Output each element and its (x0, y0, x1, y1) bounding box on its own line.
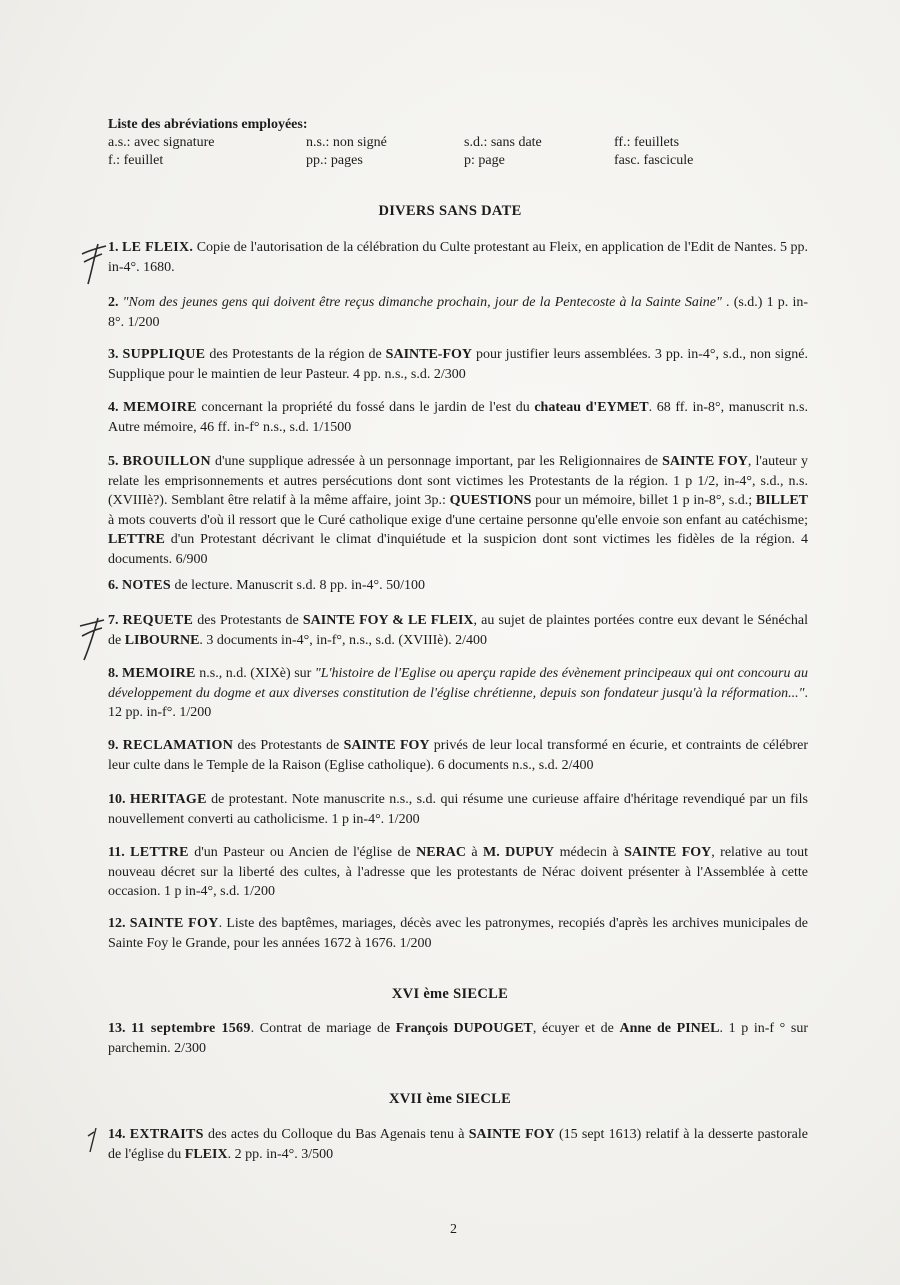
entry-text: , relative au tout nouveau décret sur la liberté des cultes, à l'adresse que les protestants de Nérac doivent présenter à l'Assemblée à cette occasion. 1 p in-4°, s.d. 1/200 (108, 845, 809, 899)
entry-heading: RECLAMATION (122, 738, 234, 753)
entry-quote: "L'histoire de l'Eglise ou aperçu rapide des évènement principeaux qui ont concouru au développement du dogme et aux diverses constitution de l'église chrétienne, depuis son fondateur jusqu'à la réformation..." (108, 666, 809, 701)
entry-person: M. DUPUY (483, 845, 555, 860)
entry-place: FLEIX (184, 1146, 228, 1162)
abbreviation-key: a.s.: (108, 135, 131, 150)
entry-heading: EXTRAITS (129, 1127, 204, 1142)
entry-text: . Liste des baptêmes, mariages, décès avec les patronymes, recopiés d'après les archives municipales de Sainte Foy le Grande, pour les années 1672 à 1676. 1/200 (108, 916, 809, 951)
entry-text: (15 sept 1613) relatif à la desserte pastorale de l'église du (108, 1127, 808, 1162)
list-item (108, 1019, 808, 1058)
entry-text: à (465, 845, 484, 860)
entry-heading: NOTES (122, 578, 171, 593)
entry-number: 11. (108, 845, 125, 860)
abbreviations-grid (108, 134, 808, 170)
entry-heading: HERITAGE (129, 792, 207, 807)
list-item (108, 664, 808, 723)
entry-number: 14. (108, 1127, 126, 1142)
list-item (108, 611, 808, 650)
abbreviation-key: n.s.: (306, 135, 330, 150)
entry-number: 13. (108, 1021, 126, 1036)
entry-text: des Protestants de la région de (205, 347, 386, 362)
abbreviation-item (464, 152, 614, 170)
abbreviation-key: ff.: (614, 135, 631, 150)
entry-text: pour justifier leurs assemblées. 3 pp. in-4°, s.d., non signé. Supplique pour le maintien de leur Pasteur. 4 pp. n.s., s.d. 2/300 (108, 347, 808, 382)
entry-text: concernant la propriété du fossé dans le jardin de l'est du (196, 400, 535, 415)
entry-text: , écuyer et de (532, 1021, 620, 1036)
entry-heading: MEMOIRE (122, 666, 196, 681)
entry-place: SAINTE FOY & LE FLEIX (302, 613, 474, 628)
entry-place: SAINTE FOY (662, 454, 748, 469)
entry-text: n.s., n.d. (XIXè) sur (195, 666, 315, 681)
abbreviation-item (306, 152, 464, 170)
entry-text: . Contrat de mariage de (250, 1021, 396, 1036)
entry-text: . (s.d.) 1 p. in-8°. 1/200 (108, 295, 809, 330)
entry-text: des Protestants de (193, 613, 303, 628)
entry-heading: MEMOIRE (123, 400, 197, 415)
abbreviation-item (464, 134, 614, 152)
abbreviation-meaning: sans date (487, 135, 542, 150)
entry-number: 12. (108, 916, 126, 931)
entry-heading: REQUETE (122, 613, 194, 628)
handwritten-tick-icon (84, 1126, 108, 1156)
abbreviation-meaning: pages (327, 153, 363, 168)
entry-number: 2. (108, 295, 119, 310)
abbreviation-item (108, 134, 306, 152)
entry-text: , au sujet de plaintes portées contre eux devant le Sénéchal de (108, 613, 808, 648)
entry-text: pour un mémoire, billet 1 p in-8°, s.d.; (531, 493, 756, 508)
abbreviation-key: pp.: (306, 153, 328, 168)
section-title-xvii: XVII ème SIECLE (388, 1091, 512, 1107)
entry-heading: 11 septembre 1569 (131, 1021, 251, 1036)
list-item (108, 914, 808, 953)
abbreviations-title: Liste des abréviations employées: (108, 117, 308, 132)
entry-text: Copie de l'autorisation de la célébration du Culte protestant au Fleix, en application de l'Edit de Nantes. 5 pp. in-4°. 1680. (108, 240, 808, 275)
abbreviation-meaning: avec signature (130, 135, 215, 150)
abbreviation-item (614, 152, 804, 170)
entry-number: 6. (108, 578, 119, 593)
list-item (108, 398, 808, 437)
entry-number: 1. (108, 240, 119, 255)
entry-place: LIBOURNE (124, 632, 200, 648)
list-item (108, 345, 808, 384)
abbreviation-key: fasc. (614, 153, 641, 168)
entry-text: , l'auteur y relate les emprisonnements et autres persécutions dont sont victimes les Protestants de la région. 1 p 1/2, in-4°, s.d., n.s. (XVIIIè?). Semblant être relatif à la même affaire, joint 3p.: (108, 454, 808, 508)
abbreviation-meaning: non signé (329, 135, 387, 150)
entry-keyword: QUESTIONS (449, 493, 532, 508)
entry-text: . 1 p in-f ° sur parchemin. 2/300 (108, 1021, 808, 1056)
entry-text: de protestant. Note manuscrite n.s., s.d. qui résume une curieuse affaire d'héritage revendiqué par un fils nouvellement converti au catholicisme. 1 p in-4°. 1/200 (108, 792, 808, 827)
section-title-divers: DIVERS SANS DATE (378, 203, 522, 219)
entry-text: . 3 documents in-4°, in-f°, n.s., s.d. (XVIIIè). 2/400 (199, 632, 488, 648)
entry-heading: BROUILLON (122, 454, 211, 469)
abbreviations-block (108, 116, 808, 170)
entry-heading: SAINTE FOY (129, 916, 219, 931)
entry-place: NERAC (416, 845, 466, 860)
entry-text: . 2 pp. in-4°. 3/500 (227, 1146, 334, 1162)
entry-person: François DUPOUGET (395, 1021, 533, 1036)
entry-heading: LETTRE (130, 845, 189, 860)
list-item (108, 238, 808, 277)
entry-heading: SUPPLIQUE (122, 347, 206, 362)
entry-number: 7. (108, 613, 119, 628)
entry-place: SAINTE-FOY (385, 347, 473, 362)
entry-place: SAINTE FOY (624, 845, 712, 860)
list-item (108, 452, 808, 569)
entry-place: SAINTE FOY (343, 738, 430, 753)
entry-text: . 12 pp. in-f°. 1/200 (108, 685, 808, 720)
abbreviation-meaning: fascicule (640, 153, 694, 168)
entry-number: 9. (108, 738, 119, 753)
abbreviation-meaning: page (474, 153, 505, 168)
entry-keyword: LETTRE (108, 532, 165, 547)
entry-text: d'un Pasteur ou Ancien de l'église de (188, 845, 417, 860)
page-number: 2 (450, 1222, 457, 1237)
entry-place: chateau d'EYMET (534, 400, 649, 415)
entry-number: 4. (108, 400, 119, 415)
entry-quote: "Nom des jeunes gens qui doivent être reçus dimanche prochain, jour de la Pentecoste à la Sainte Saine" (122, 295, 722, 310)
entry-heading: LE FLEIX. (122, 240, 194, 255)
abbreviation-key: f.: (108, 153, 121, 168)
abbreviation-item (306, 134, 464, 152)
list-item (108, 576, 808, 596)
entry-text: à mots couverts d'où il ressort que le Curé catholique exige d'une certaine personne qu'elle envoie son enfant au catéchisme; (108, 512, 808, 528)
list-item (108, 293, 808, 332)
entry-text: d'une supplique adressée à un personnage important, par les Religionnaires de (210, 454, 663, 469)
entry-keyword: BILLET (755, 493, 808, 508)
entry-text: des actes du Colloque du Bas Agenais tenu à (203, 1127, 469, 1142)
entry-number: 5. (108, 454, 119, 469)
entry-text: d'un Protestant décrivant le climat d'inquiétude et la suspicion dont sont victimes les fidèles de la région. 4 documents. 6/900 (108, 532, 808, 567)
entry-text: de lecture. Manuscrit s.d. 8 pp. in-4°. 50/100 (170, 578, 426, 593)
entry-text: médecin à (554, 845, 625, 860)
abbreviation-key: s.d.: (464, 135, 488, 150)
section-title-xvi: XVI ème SIECLE (391, 986, 509, 1002)
entry-person: Anne de PINEL (619, 1021, 720, 1036)
list-item (108, 1125, 808, 1164)
abbreviation-item (108, 152, 306, 170)
entry-number: 8. (108, 666, 119, 681)
list-item (108, 843, 808, 902)
entry-number: 10. (108, 792, 126, 807)
abbreviation-meaning: feuillets (630, 135, 680, 150)
list-item (108, 736, 808, 775)
list-item (108, 790, 808, 829)
abbreviation-key: p: (464, 153, 475, 168)
entry-text: des Protestants de (233, 738, 344, 753)
abbreviation-item (614, 134, 804, 152)
entry-text: . 68 ff. in-8°, manuscrit n.s. Autre mémoire, 46 ff. in-f° n.s., s.d. 1/1500 (108, 400, 808, 435)
entry-place: SAINTE FOY (468, 1127, 555, 1142)
entry-number: 3. (108, 347, 119, 362)
abbreviation-meaning: feuillet (120, 153, 164, 168)
entry-text: privés de leur local transformé en écurie, et contraints de célébrer leur culte dans le Temple de la Raison (Eglise catholique). 6 documents n.s., s.d. 2/400 (108, 738, 809, 773)
